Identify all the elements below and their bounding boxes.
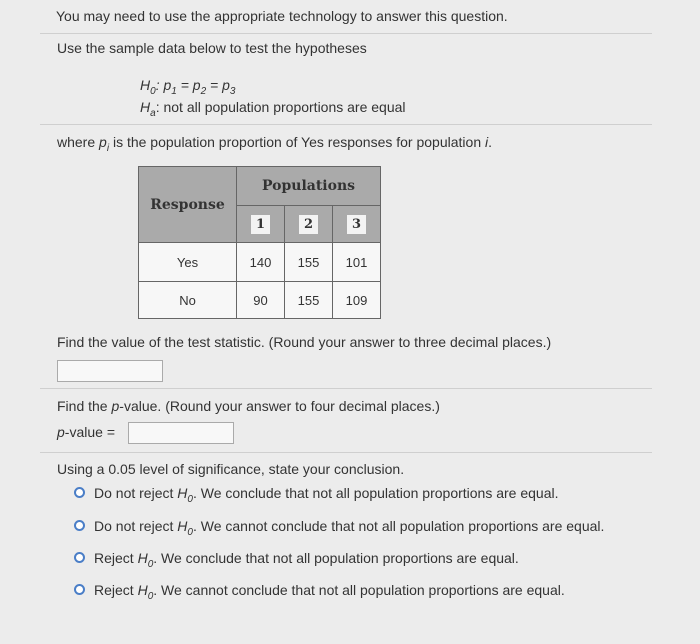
alt-hypothesis: $H_a$: not all population proportions are equal — [140, 99, 406, 119]
cell-yes-2: 155 — [285, 243, 333, 282]
option-radio-4[interactable] — [74, 584, 85, 595]
option-label-1[interactable]: Do not reject $H_0$. We conclude that not all population proportions are equal. — [94, 485, 559, 505]
p-value-input[interactable] — [128, 422, 234, 444]
question-test-statistic: Find the value of the test statistic. (Round your answer to three decimal places.) — [57, 334, 552, 350]
table-row — [139, 282, 381, 319]
option-label-3[interactable]: Reject $H_0$. We conclude that not all population proportions are equal. — [94, 550, 519, 570]
col-header-3: 3 — [347, 215, 366, 234]
populations-header: Populations — [237, 167, 381, 206]
cell-no-2: 155 — [285, 282, 333, 319]
null-hypothesis: $H_0$: $p_1 = p_2 = p_3$ — [140, 77, 236, 97]
divider-top — [40, 33, 652, 34]
where-text: where $p_i$ is the population proportion of Yes responses for population i. — [57, 134, 493, 154]
instruction-text: Use the sample data below to test the hypotheses — [57, 40, 367, 56]
p-value-label: p-value = — [57, 424, 115, 440]
cell-no-1: 90 — [237, 282, 285, 319]
option-radio-3[interactable] — [74, 552, 85, 563]
cell-yes-3: 101 — [333, 243, 381, 282]
test-statistic-input[interactable] — [57, 360, 163, 382]
response-header: Response — [139, 167, 237, 243]
cell-no-3: 109 — [333, 282, 381, 319]
divider-mid — [40, 124, 652, 125]
data-table — [138, 166, 381, 319]
option-radio-1[interactable] — [74, 487, 85, 498]
option-radio-2[interactable] — [74, 520, 85, 531]
divider-bottom — [40, 452, 652, 453]
col-header-1: 1 — [251, 215, 270, 234]
option-label-4[interactable]: Reject $H_0$. We cannot conclude that not all population proportions are equal. — [94, 582, 565, 602]
cell-yes-1: 140 — [237, 243, 285, 282]
question-p-value: Find the p-value. (Round your answer to four decimal places.) — [57, 398, 440, 414]
col-header-2: 2 — [299, 215, 318, 234]
table-row — [139, 243, 381, 282]
conclusion-question: Using a 0.05 level of significance, state your conclusion. — [57, 461, 405, 477]
row-label-no: No — [139, 282, 237, 319]
divider-lower — [40, 388, 652, 389]
option-label-2[interactable]: Do not reject $H_0$. We cannot conclude that not all population proportions are equal. — [94, 518, 605, 538]
row-label-yes: Yes — [139, 243, 237, 282]
intro-text: You may need to use the appropriate technology to answer this question. — [56, 8, 508, 24]
